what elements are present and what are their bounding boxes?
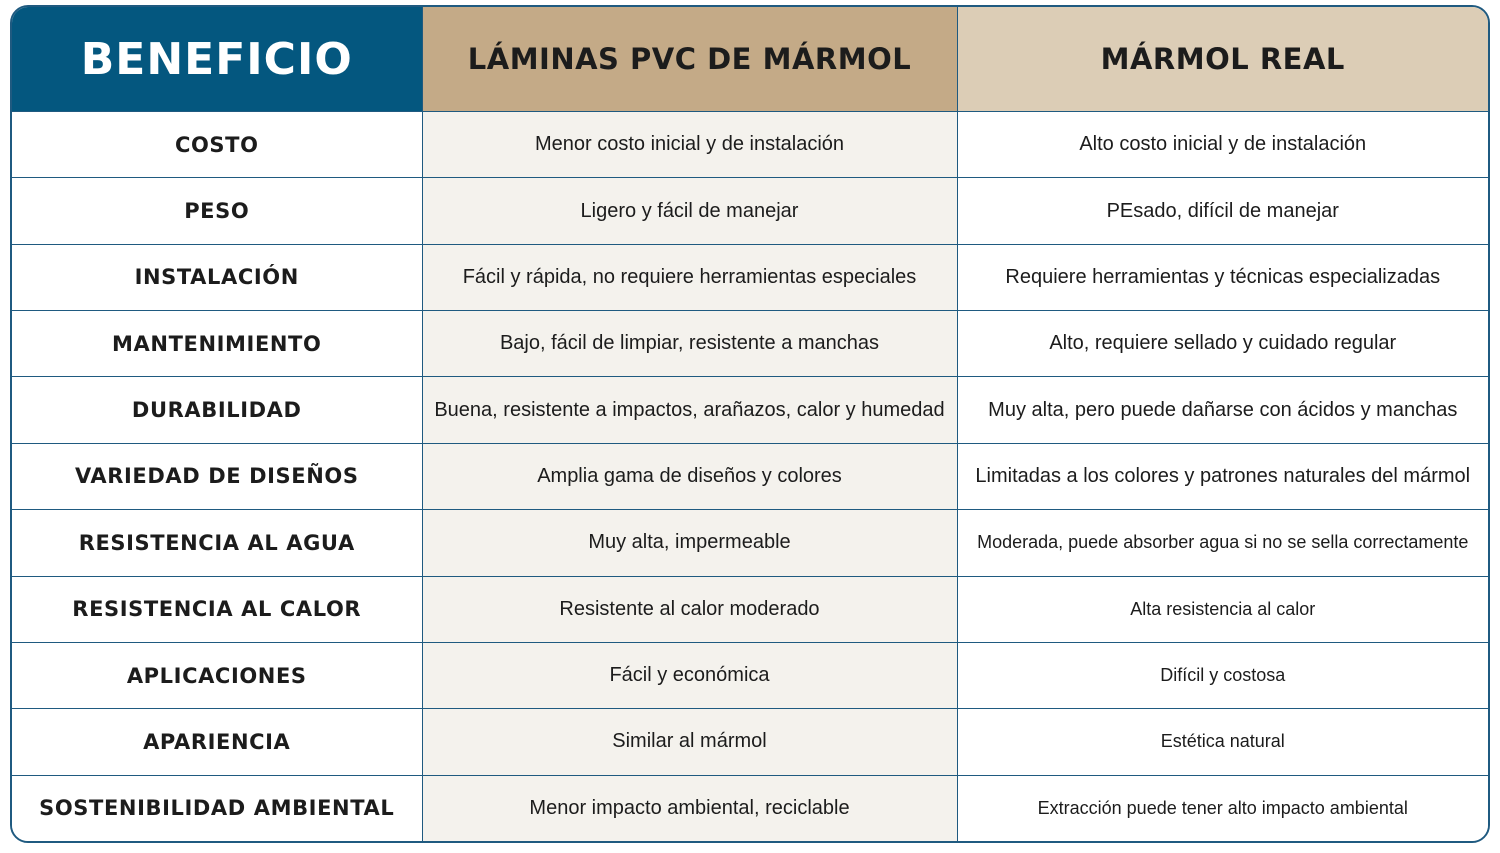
pvc-cell: Menor costo inicial y de instalación bbox=[422, 112, 957, 178]
beneficio-cell: DURABILIDAD bbox=[12, 377, 422, 443]
pvc-cell: Buena, resistente a impactos, arañazos, calor y humedad bbox=[422, 377, 957, 443]
beneficio-cell: COSTO bbox=[12, 112, 422, 178]
pvc-cell: Resistente al calor moderado bbox=[422, 576, 957, 642]
real-cell: Alto costo inicial y de instalación bbox=[957, 112, 1488, 178]
table-row bbox=[12, 443, 1488, 509]
table-row bbox=[12, 178, 1488, 244]
real-cell: PEsado, difícil de manejar bbox=[957, 178, 1488, 244]
table-row bbox=[12, 709, 1488, 775]
pvc-cell: Bajo, fácil de limpiar, resistente a manchas bbox=[422, 311, 957, 377]
beneficio-cell: RESISTENCIA AL CALOR bbox=[12, 576, 422, 642]
pvc-cell: Similar al mármol bbox=[422, 709, 957, 775]
table-row bbox=[12, 576, 1488, 642]
table-row bbox=[12, 244, 1488, 310]
header-marmol-real: MÁRMOL REAL bbox=[957, 7, 1488, 112]
table-row bbox=[12, 377, 1488, 443]
real-cell: Estética natural bbox=[957, 709, 1488, 775]
beneficio-cell: PESO bbox=[12, 178, 422, 244]
header-laminas-pvc: LÁMINAS PVC DE MÁRMOL bbox=[422, 7, 957, 112]
real-cell: Limitadas a los colores y patrones naturales del mármol bbox=[957, 443, 1488, 509]
header-beneficio: BENEFICIO bbox=[12, 7, 422, 112]
real-cell: Requiere herramientas y técnicas especializadas bbox=[957, 244, 1488, 310]
beneficio-cell: MANTENIMIENTO bbox=[12, 311, 422, 377]
beneficio-cell: APLICACIONES bbox=[12, 642, 422, 708]
table-row bbox=[12, 510, 1488, 576]
beneficio-cell: SOSTENIBILIDAD AMBIENTAL bbox=[12, 775, 422, 841]
table-row bbox=[12, 112, 1488, 178]
beneficio-cell: APARIENCIA bbox=[12, 709, 422, 775]
comparison-table bbox=[10, 5, 1490, 843]
pvc-cell: Amplia gama de diseños y colores bbox=[422, 443, 957, 509]
table-row bbox=[12, 775, 1488, 841]
beneficio-cell: RESISTENCIA AL AGUA bbox=[12, 510, 422, 576]
header-row bbox=[12, 7, 1488, 112]
pvc-cell: Fácil y económica bbox=[422, 642, 957, 708]
comparison-grid bbox=[12, 7, 1488, 841]
real-cell: Alta resistencia al calor bbox=[957, 576, 1488, 642]
beneficio-cell: INSTALACIÓN bbox=[12, 244, 422, 310]
beneficio-cell: VARIEDAD DE DISEÑOS bbox=[12, 443, 422, 509]
real-cell: Alto, requiere sellado y cuidado regular bbox=[957, 311, 1488, 377]
real-cell: Difícil y costosa bbox=[957, 642, 1488, 708]
pvc-cell: Ligero y fácil de manejar bbox=[422, 178, 957, 244]
real-cell: Moderada, puede absorber agua si no se sella correctamente bbox=[957, 510, 1488, 576]
pvc-cell: Muy alta, impermeable bbox=[422, 510, 957, 576]
real-cell: Extracción puede tener alto impacto ambiental bbox=[957, 775, 1488, 841]
table-row bbox=[12, 642, 1488, 708]
pvc-cell: Menor impacto ambiental, reciclable bbox=[422, 775, 957, 841]
real-cell: Muy alta, pero puede dañarse con ácidos y manchas bbox=[957, 377, 1488, 443]
table-row bbox=[12, 311, 1488, 377]
pvc-cell: Fácil y rápida, no requiere herramientas especiales bbox=[422, 244, 957, 310]
